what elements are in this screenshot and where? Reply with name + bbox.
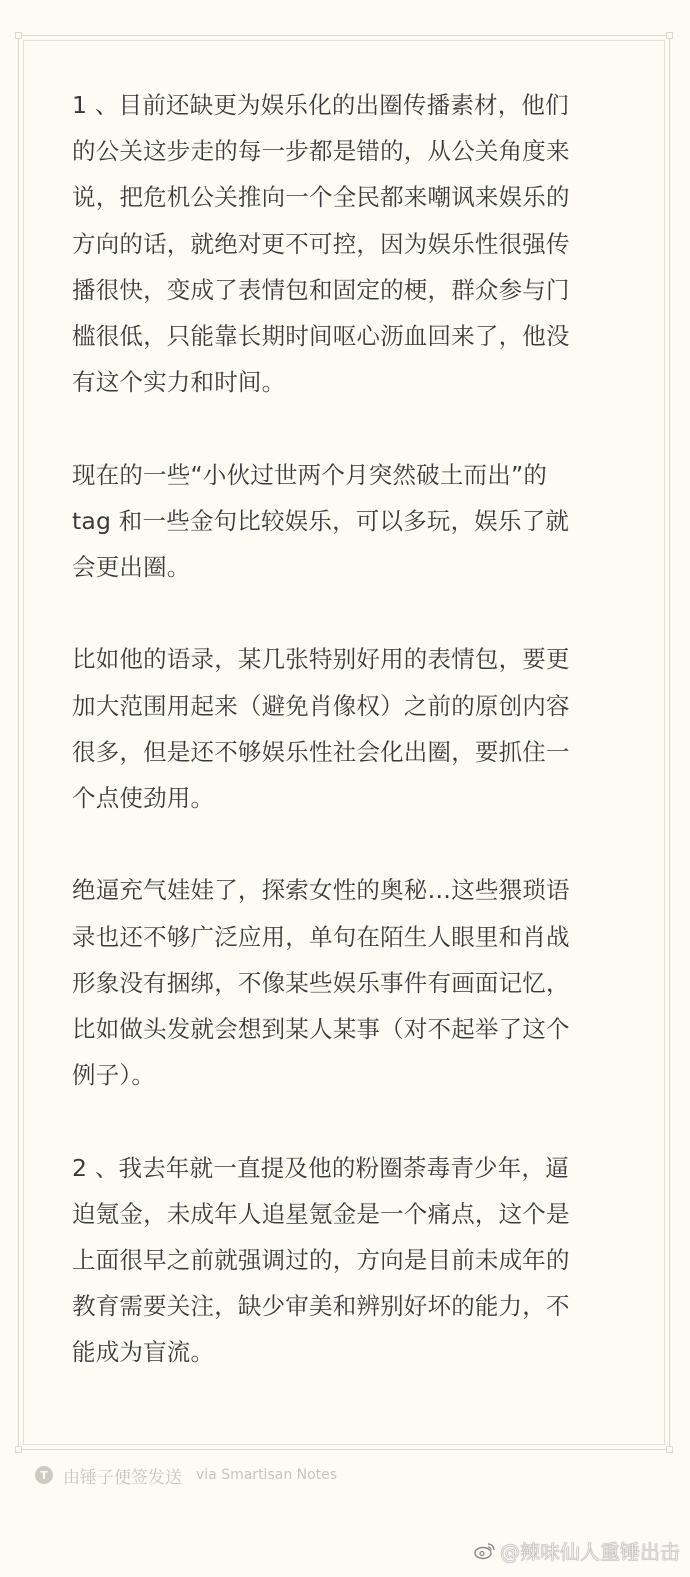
note-paragraph-4: 绝逼充气娃娃了，探索女性的奥秘…这些猥琐语 录也还不够广泛应用，单句在陌生人眼里和肖战 形象没有捆绑，不像某些娱乐事件有画面记忆， 比如做头发就会想到某人某事（对不起举了这个 例子）。 [72, 876, 570, 1090]
note-paragraph-3: 比如他的语录，某几张特别好用的表情包，要更 加大范围用起来（避免肖像权）之前的原创内容 很多，但是还不够娱乐性社会化出圈，要抓住一 个点使劲用。 [72, 645, 570, 813]
smartisan-t-icon: T [35, 1466, 53, 1484]
note-paragraph-2: 现在的一些“小伙过世两个月突然破土而出”的 tag 和一些金句比较娱乐，可以多玩，娱乐了就 会更出圈。 [72, 460, 570, 582]
note-paragraph-1: 1 、目前还缺更为娱乐化的出圈传播素材，他们 的公关这步走的每一步都是错的，从公关角度来 说，把危机公关推向一个全民都来嘲讽来娱乐的 方向的话，就绝对更不可控，因为娱乐性很强传 播很快，变成了表情包和固定的梗，群众参与门 槛很低，只能靠长期时间呕心沥血回来了，他没 有这个实力和时间。 [72, 91, 570, 397]
frame-corner-bottom-right [666, 1446, 673, 1453]
frame-corner-top-right [666, 32, 673, 39]
frame-corner-bottom-left [15, 1446, 22, 1453]
frame-corner-top-left [15, 32, 22, 39]
watermark-text: @辣味仙人重锤出击 [500, 1540, 680, 1564]
weibo-watermark [474, 1536, 680, 1565]
note-paragraph-5: 2 、我去年就一直提及他的粉圈荼毒青少年，逼 迫氪金，未成年人追星氪金是一个痛点，这个是 上面很早之前就强调过的，方向是目前未成年的 教育需要关注，缺少审美和辨别好坏的能力，不 能成为盲流。 [72, 1153, 570, 1367]
footer-sent-via-label: 由锤子便签发送 [63, 1467, 182, 1488]
note-body [72, 82, 606, 1376]
note-footer [35, 1463, 337, 1487]
footer-via-text: via Smartisan Notes [196, 1467, 338, 1483]
weibo-icon [474, 1542, 496, 1560]
